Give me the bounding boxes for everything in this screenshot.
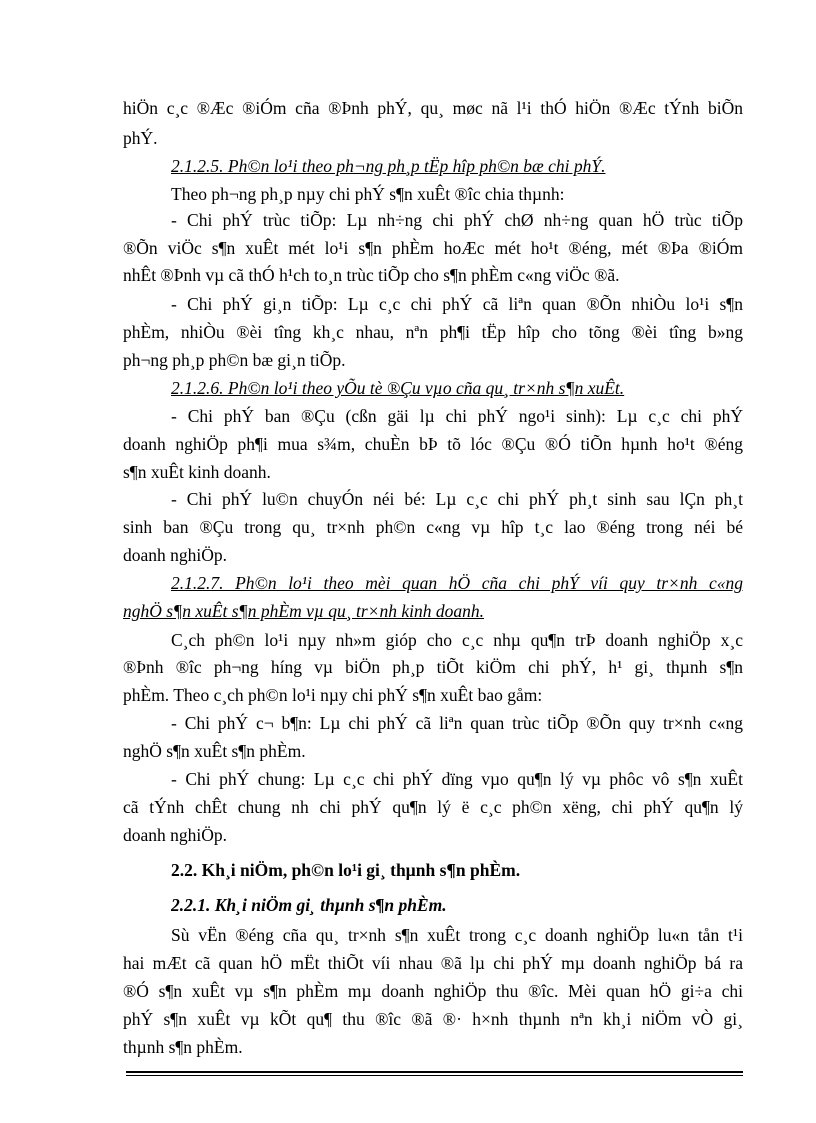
paragraph-line: phÝ. [123,128,158,148]
paragraph-line: nghÖ s¶n xuÊt s¶n phÈm. [123,741,306,761]
paragraph-line: - Chi phÝ trùc tiÕp: Lµ nh÷ng chi phÝ chØ nh÷ng quan hÖ trùc tiÕp [171,210,743,230]
subsection-heading-2-2-1: 2.2.1. Kh¸i niÖm gi¸ thµnh s¶n phÈm. [171,895,447,915]
paragraph-line: ®Õn viÖc s¶n xuÊt mét lo¹i s¶n phÈm hoÆc mét ho¹t ®éng, mét ®Þa ®iÓm [123,238,743,258]
paragraph-line: - Chi phÝ c¬ b¶n: Lµ chi phÝ cã liªn quan trùc tiÕp ®Õn quy tr×nh c«ng [171,713,743,733]
subsection-heading-2-1-2-5: 2.1.2.5. Ph©n lo¹i theo ph¬ng ph¸p tËp hîp ph©n bæ chi phÝ. [171,156,606,176]
subsection-heading-2-1-2-7-cont: nghÖ s¶n xuÊt s¶n phÈm vµ qu¸ tr×nh kinh doanh. [123,601,484,621]
subsection-heading-2-1-2-7: 2.1.2.7. Ph©n lo¹i theo mèi quan hÖ cña chi phÝ víi quy tr×nh c«ng [171,573,743,593]
paragraph-line: phÝ s¶n xuÊt vµ kÕt qu¶ thu ®îc ®ã ®· h×nh thµnh nªn kh¸i niÖm vÒ gi¸ [123,1009,743,1029]
footer-rule-thick [126,1071,743,1073]
paragraph-line: Sù vËn ®éng cña qu¸ tr×nh s¶n xuÊt trong c¸c doanh nghiÖp lu«n tån t¹i [171,925,743,945]
paragraph-line: ph¬ng ph¸p ph©n bæ gi¸n tiÕp. [123,350,346,370]
paragraph-line: doanh nghiÖp. [123,825,228,845]
paragraph-line: ®Þnh ®îc ph¬ng híng vµ biÖn ph¸p tiÕt kiÖm chi phÝ, h¹ gi¸ thµnh s¶n [123,657,743,677]
subsection-heading-2-1-2-6: 2.1.2.6. Ph©n lo¹i theo yÕu tè ®Çu vµo cña qu¸ tr×nh s¶n xuÊt. [171,378,625,398]
footer-rule-thin [126,1075,743,1076]
paragraph-line: C¸ch ph©n lo¹i nµy nh»m gióp cho c¸c nhµ qu¶n trÞ doanh nghiÖp x¸c [171,630,743,650]
paragraph-line: - Chi phÝ lu©n chuyÓn néi bé: Lµ c¸c chi phÝ ph¸t sinh sau lÇn ph¸t [171,489,743,509]
paragraph-line: doanh nghiÖp. [123,545,228,565]
paragraph-line: - Chi phÝ ban ®Çu (cßn gäi lµ chi phÝ ngo¹i sinh): Lµ c¸c chi phÝ [171,406,743,426]
paragraph-line: nhÊt ®Þnh vµ cã thÓ h¹ch to¸n trùc tiÕp cho s¶n phÈm c«ng viÖc ®ã. [123,265,620,285]
section-heading-2-2: 2.2. Kh¸i niÖm, ph©n lo¹i gi¸ thµnh s¶n phÈm. [171,860,521,880]
paragraph-line: s¶n xuÊt kinh doanh. [123,462,271,482]
paragraph-line: phÈm, nhiÒu ®èi tîng kh¸c nhau, nªn ph¶i tËp hîp cho tõng ®èi tîng b»ng [123,322,743,342]
paragraph-line: ®Ó s¶n xuÊt vµ s¶n phÈm mµ doanh nghiÖp thu ®îc. Mèi quan hÖ gi÷a chi [123,981,743,1001]
paragraph-line: sinh ban ®Çu trong qu¸ tr×nh ph©n c«ng vµ hîp t¸c lao ®éng trong néi bé [123,517,743,537]
paragraph-line: thµnh s¶n phÈm. [123,1037,243,1057]
paragraph-line: Theo ph¬ng ph¸p nµy chi phÝ s¶n xuÊt ®îc chia thµnh: [171,184,565,204]
paragraph-line: - Chi phÝ gi¸n tiÕp: Lµ c¸c chi phÝ cã liªn quan ®Õn nhiÒu lo¹i s¶n [171,294,743,314]
paragraph-line: cã tÝnh chÊt chung nh chi phÝ qu¶n lý ë c¸c ph©n xëng, chi phÝ qu¶n lý [123,797,743,817]
paragraph-line: doanh nghiÖp ph¶i mua s¾m, chuÈn bÞ tõ lóc ®Çu ®Ó tiÕn hµnh ho¹t ®éng [123,434,743,454]
paragraph-line: phÈm. Theo c¸ch ph©n lo¹i nµy chi phÝ s¶n xuÊt bao gåm: [123,685,543,705]
paragraph-line: - Chi phÝ chung: Lµ c¸c chi phÝ dïng vµo qu¶n lý vµ phôc vô s¶n xuÊt [171,769,743,789]
paragraph-line: hai mÆt cã quan hÖ mËt thiÕt víi nhau ®ã lµ chi phÝ mµ doanh nghiÖp bá ra [123,953,743,973]
paragraph-line: hiÖn c¸c ®Æc ®iÓm cña ®Þnh phÝ, qu¸ møc nã l¹i thÓ hiÖn ®Æc tÝnh biÕn [123,98,743,118]
